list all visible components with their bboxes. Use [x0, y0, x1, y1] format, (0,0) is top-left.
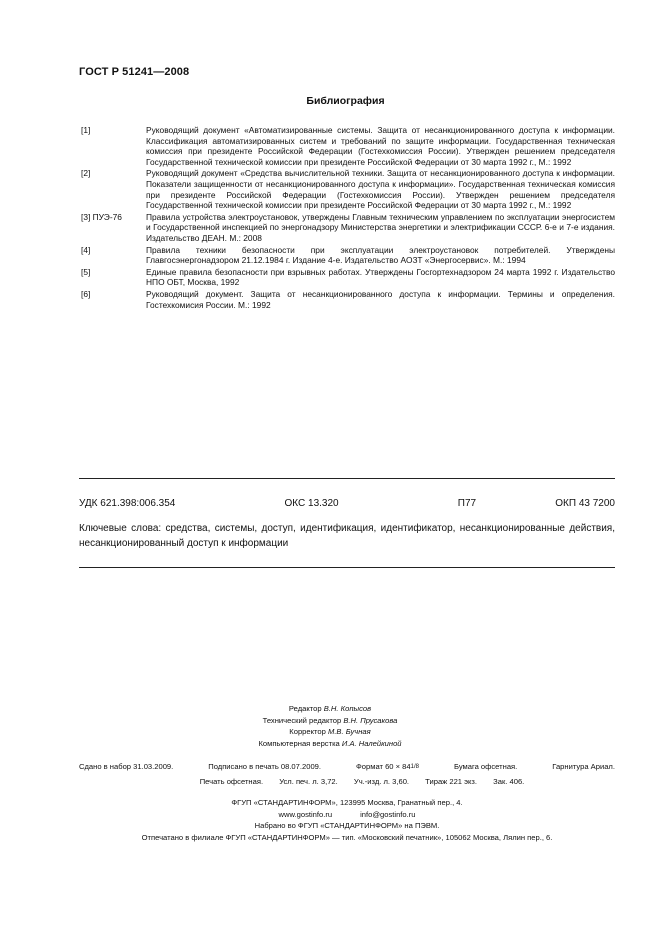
entry-text: Правила техники безопасности при эксплуатации электроустановок потребителей. Утверждены Главгосэнергонадзором 21.12.1984 г. Издание 4-е. Издательство АОЗТ «Энергосервис». М.: 1994 [146, 244, 615, 266]
p-code: П77 [457, 498, 477, 509]
fraction-bottom: 8 [415, 764, 419, 770]
credit-layout [160, 738, 500, 750]
publishing-line-1 [79, 759, 615, 774]
publishing-info [79, 759, 615, 789]
udk-code: УДК 621.398:006.354 [79, 498, 176, 509]
entry-number: [4] [81, 244, 91, 255]
standard-number: ГОСТ Р 51241—2008 [79, 66, 190, 78]
divider-bottom [79, 567, 615, 568]
typeface: Гарнитура Ариал. [552, 762, 615, 771]
bibliography-entry [81, 289, 615, 310]
bibliography-list [81, 125, 615, 311]
format-fraction: 1/8 [410, 764, 419, 770]
divider-top [79, 478, 615, 479]
email: info@gostinfo.ru [360, 809, 416, 819]
publishing-line-2 [79, 774, 615, 789]
keywords: Ключевые слова: средства, системы, доступ, идентификация, идентификатор, несанкционированные действия, несанкционированный доступ к информации [79, 523, 615, 549]
classification-row [79, 498, 615, 509]
footer [79, 797, 615, 843]
entry-number: [3] ПУЭ-76 [81, 211, 122, 222]
credit-label: Компьютерная верстка [258, 738, 340, 748]
credits-block [160, 703, 500, 749]
contacts [79, 809, 615, 821]
entry-text: Руководящий документ «Средства вычислительной техники. Защита от несанкционированного доступа к информации. Показатели защищенности от несанкционированного доступа к информации». Государственная техническая комиссия при президенте Российской Федерации (Гостехкомиссия России). Утвержден решением председателя Государственной технической комиссии при президенте Российской Федерации от 30 марта 1992 г., М.: 1992 [146, 168, 615, 211]
credit-label: Корректор [289, 727, 326, 737]
entry-text: Единые правила безопасности при взрывных работах. Утверждены Госгортехнадзором 24 марта 1992 г. Издательство НПО ОБТ, Москва, 1992 [146, 266, 615, 288]
entry-text: Руководящий документ «Автоматизированные системы. Защита от несанкционированного доступа к информации. Классификация автоматизированных систем и требований по защите информации. Государственная техническая комиссия при президенте Российской Федерации (Гостехкомиссия России). Утвержден решением председателя Государственной технической комиссии при президенте Российской Федерации от 30 марта 1992 г., М.: 1992 [146, 125, 615, 167]
paper: Бумага офсетная. [454, 762, 518, 771]
credit-tech-editor [160, 715, 500, 727]
bibliography-title-text: Библиография [306, 95, 385, 107]
signed-date: Подписано в печать 08.07.2009. [208, 762, 321, 771]
credit-label: Редактор [288, 704, 322, 713]
credit-name: В.Н. Копысов [323, 704, 372, 713]
bibliography-entry [81, 212, 615, 244]
entry-number: [6] [81, 288, 91, 299]
credit-editor [160, 703, 500, 715]
credit-name: М.В. Бучная [328, 727, 371, 737]
entry-number: [5] [81, 266, 91, 277]
credit-name: И.А. Налейкиной [341, 738, 402, 748]
entry-number: [1] [81, 125, 91, 135]
order-number: Зак. 406. [493, 777, 525, 786]
credit-corrector [160, 726, 500, 738]
entry-text: Правила устройства электроустановок, утверждены Главным техническим управлением по эксплуатации энергосистем и Государственной инспекцией по энергонадзору Министерства энергетики и электрификации СССР. 6-е и 7-е издания. Издательство ДЕАН. М.: 2008 [146, 211, 615, 243]
publisher-address: ФГУП «СТАНДАРТИНФОРМ», 123995 Москва, Гранатный пер., 4. [231, 798, 463, 807]
bibliography-entry [81, 168, 615, 210]
bibliography-entry [81, 267, 615, 288]
entry-text: Руководящий документ. Защита от несанкционированного доступа к информации. Термины и определения. Гостехкомисия России. М.: 1992 [146, 288, 615, 310]
publishing-sheets: Уч.-изд. л. 3,60. [353, 777, 410, 786]
printed-note: Отпечатано в филиале ФГУП «СТАНДАРТИНФОРМ» — тип. «Московский печатник», 105062 Москва, Лялин пер., 6. [141, 832, 553, 842]
oks-code: ОКС 13.320 [284, 498, 339, 509]
print-sheets: Усл. печ. л. 3,72. [279, 777, 338, 786]
format-text: Формат 60 × 84 [356, 762, 411, 771]
typeset-note: Набрано во ФГУП «СТАНДАРТИНФОРМ» на ПЭВМ. [254, 821, 440, 831]
format [356, 759, 419, 774]
website: www.gostinfo.ru [278, 809, 333, 819]
okp-code: ОКП 43 7200 [555, 498, 615, 509]
print-run: Тираж 221 экз. [425, 777, 478, 786]
fraction-top: 1 [410, 764, 414, 770]
entry-number: [2] [81, 168, 91, 179]
set-date: Сдано в набор 31.03.2009. [79, 762, 174, 771]
bibliography-entry [81, 125, 615, 167]
bibliography-entry [81, 245, 615, 266]
credit-name: В.Н. Прусакова [343, 715, 398, 725]
credit-label: Технический редактор [262, 715, 342, 725]
print-method: Печать офсетная. [199, 777, 264, 786]
bibliography-title [0, 95, 661, 107]
